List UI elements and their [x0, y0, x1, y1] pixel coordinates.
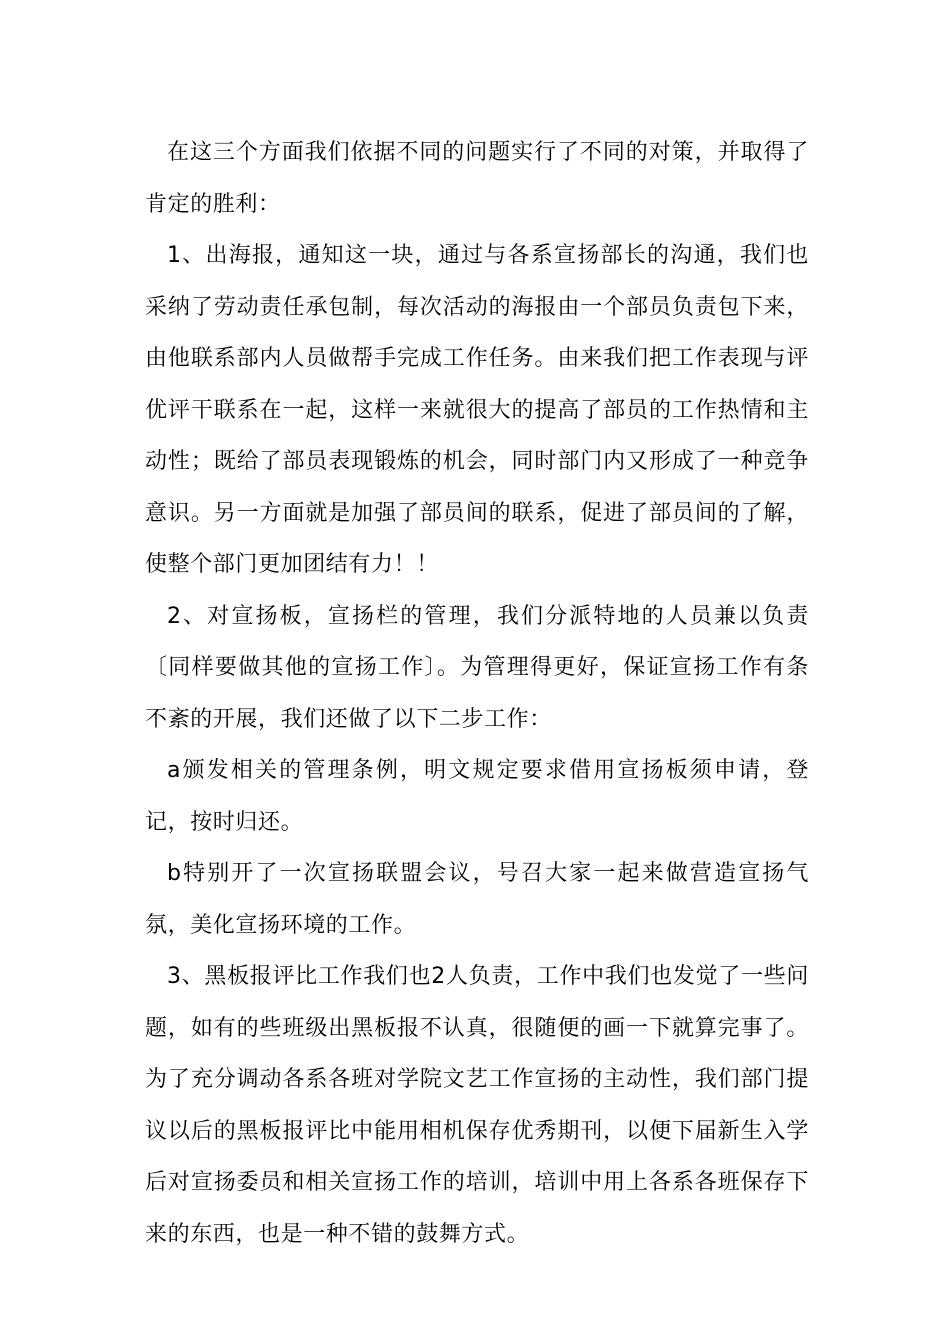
paragraph-item-2: 2、对宣扬板，宣扬栏的管理，我们分派特地的人员兼以负责〔同样要做其他的宣扬工作〕。为管理得更好，保证宣扬工作有条不紊的开展，我们还做了以下二步工作： — [145, 603, 809, 732]
paragraph-item-3: 3、黑板报评比工作我们也2人负责，工作中我们也发觉了一些问题，如有的些班级出黑板报不认真，很随便的画一下就算完事了。为了充分调动各系各班对学院文艺工作宣扬的主动性，我们部门提议以后的黑板报评比中能用相机保存优秀期刊，以便下届新生入学后对宣扬委员和相关宣扬工作的培训，培训中用上各系各班保存下来的东西，也是一种不错的鼓舞方式。 — [145, 964, 809, 1247]
paragraph-intro: 在这三个方面我们依据不同的问题实行了不同的对策，并取得了肯定的胜利： — [145, 140, 809, 217]
paragraph-item-2b: b特别开了一次宣扬联盟会议，号召大家一起来做营造宣扬气氛，美化宣扬环境的工作。 — [145, 861, 809, 938]
paragraph-item-1: 1、出海报，通知这一块，通过与各系宣扬部长的沟通，我们也采纳了劳动责任承包制，每次活动的海报由一个部员负责包下来，由他联系部内人员做帮手完成工作任务。由来我们把工作表现与评优评干联系在一起，这样一来就很大的提高了部员的工作热情和主动性；既给了部员表现锻炼的机会，同时部门内又形成了一种竞争意识。另一方面就是加强了部员间的联系，促进了部员间的了解，使整个部门更加团结有力！！ — [145, 243, 809, 577]
paragraph-item-2a: a颁发相关的管理条例，明文规定要求借用宣扬板须申请，登记，按时归还。 — [145, 758, 809, 835]
document-body — [145, 127, 809, 1260]
